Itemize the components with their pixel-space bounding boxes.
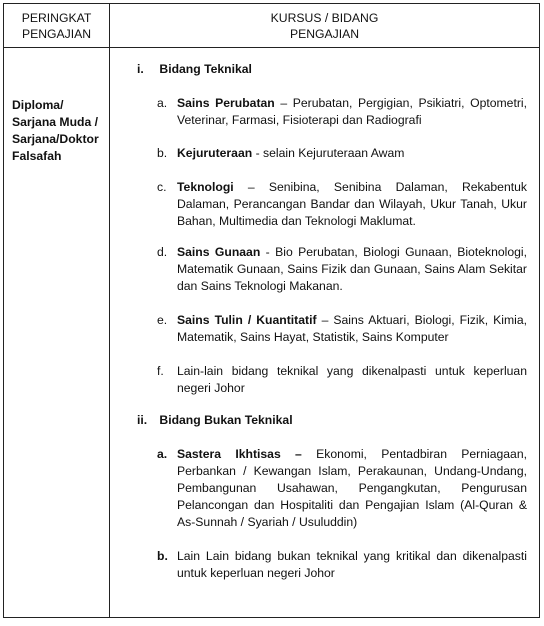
study-level-line4: Falsafah xyxy=(12,149,62,163)
header-course-field-line1: KURSUS / BIDANG xyxy=(270,10,379,25)
item-description: Lain-lain bidang teknikal yang dikenalpasti untuk keperluan negeri Johor xyxy=(177,364,527,395)
item-label: b. xyxy=(157,146,168,160)
list-item xyxy=(157,446,527,531)
header-course-field xyxy=(110,4,539,47)
item-description: - selain Kejuruteraan Awam xyxy=(252,146,405,160)
study-level-line3: Sarjana/Doktor xyxy=(12,132,99,146)
item-description: – Perubatan, Pergigian, Psikiatri, Optometri, Veterinar, Farmasi, Fisioterapi dan Radiografi xyxy=(177,96,527,127)
item-label: e. xyxy=(157,313,168,327)
list-item xyxy=(157,363,527,397)
item-field-name: Sains Tulin / Kuantitatif xyxy=(177,313,317,327)
header-course-field-line2: PENGAJIAN xyxy=(289,26,360,41)
list-item xyxy=(157,145,527,162)
column-divider xyxy=(109,4,110,617)
header-study-level xyxy=(4,4,109,47)
item-description: Ekonomi, Pentadbiran Perniagaan, Perbankan / Kewangan Islam, Perakaunan, Undang-Undang, Pembangunan Usahawan, Pengangkutan, Pengurusan Pelancongan dan Hospitaliti dan Pengajian Islam (Al-Quran & As-Sunnah / Syariah / Usuluddin) xyxy=(177,447,528,529)
study-level-cell xyxy=(12,97,108,165)
item-label: d. xyxy=(157,245,168,259)
item-field-name: Sains Gunaan xyxy=(177,245,261,259)
item-field-name: Sains Perubatan xyxy=(177,96,275,110)
section-number: ii. xyxy=(137,413,148,427)
section-number: i. xyxy=(137,62,144,76)
item-field-name: Teknologi xyxy=(177,180,234,194)
list-item xyxy=(157,179,527,230)
header-study-level-line2: PENGAJIAN xyxy=(21,26,92,41)
item-label: f. xyxy=(157,364,164,378)
section-title: Bidang Bukan Teknikal xyxy=(159,413,293,427)
item-field-name: Sastera Ikhtisas – xyxy=(177,447,302,461)
item-label: c. xyxy=(157,180,167,194)
study-level-line2: Sarjana Muda / xyxy=(12,115,99,129)
section-non-technical-heading xyxy=(137,413,293,427)
list-item xyxy=(157,244,527,295)
section-title: Bidang Teknikal xyxy=(159,62,252,76)
item-description: – Senibina, Senibina Dalaman, Rekabentuk Dalaman, Perancangan Bandar dan Wilayah, Ukur Tanah, Ukur Bahan, Multimedia dan Teknologi Maklumat. xyxy=(177,180,527,228)
item-description: - Bio Perubatan, Biologi Gunaan, Bioteknologi, Matematik Gunaan, Sains Fizik dan Gunaan, Sains Alam Sekitar dan Sains Teknologi Makanan. xyxy=(177,245,528,293)
item-description: – Sains Aktuari, Biologi, Fizik, Kimia, Matematik, Sains Hayat, Statistik, Sains Komputer xyxy=(177,313,527,344)
item-label: a. xyxy=(157,447,168,461)
list-item xyxy=(157,548,527,582)
header-study-level-line1: PERINGKAT xyxy=(21,10,92,25)
section-technical-heading xyxy=(137,62,252,76)
study-level-line1: Diploma/ xyxy=(12,98,64,112)
list-item xyxy=(157,95,527,129)
item-label: b. xyxy=(157,549,168,563)
list-item xyxy=(157,312,527,346)
item-label: a. xyxy=(157,96,168,110)
courses-table xyxy=(3,3,540,618)
item-field-name: Kejuruteraan xyxy=(177,146,253,160)
item-description: Lain Lain bidang bukan teknikal yang kritikal dan dikenalpasti untuk keperluan negeri Johor xyxy=(177,549,527,580)
header-divider xyxy=(4,47,539,48)
